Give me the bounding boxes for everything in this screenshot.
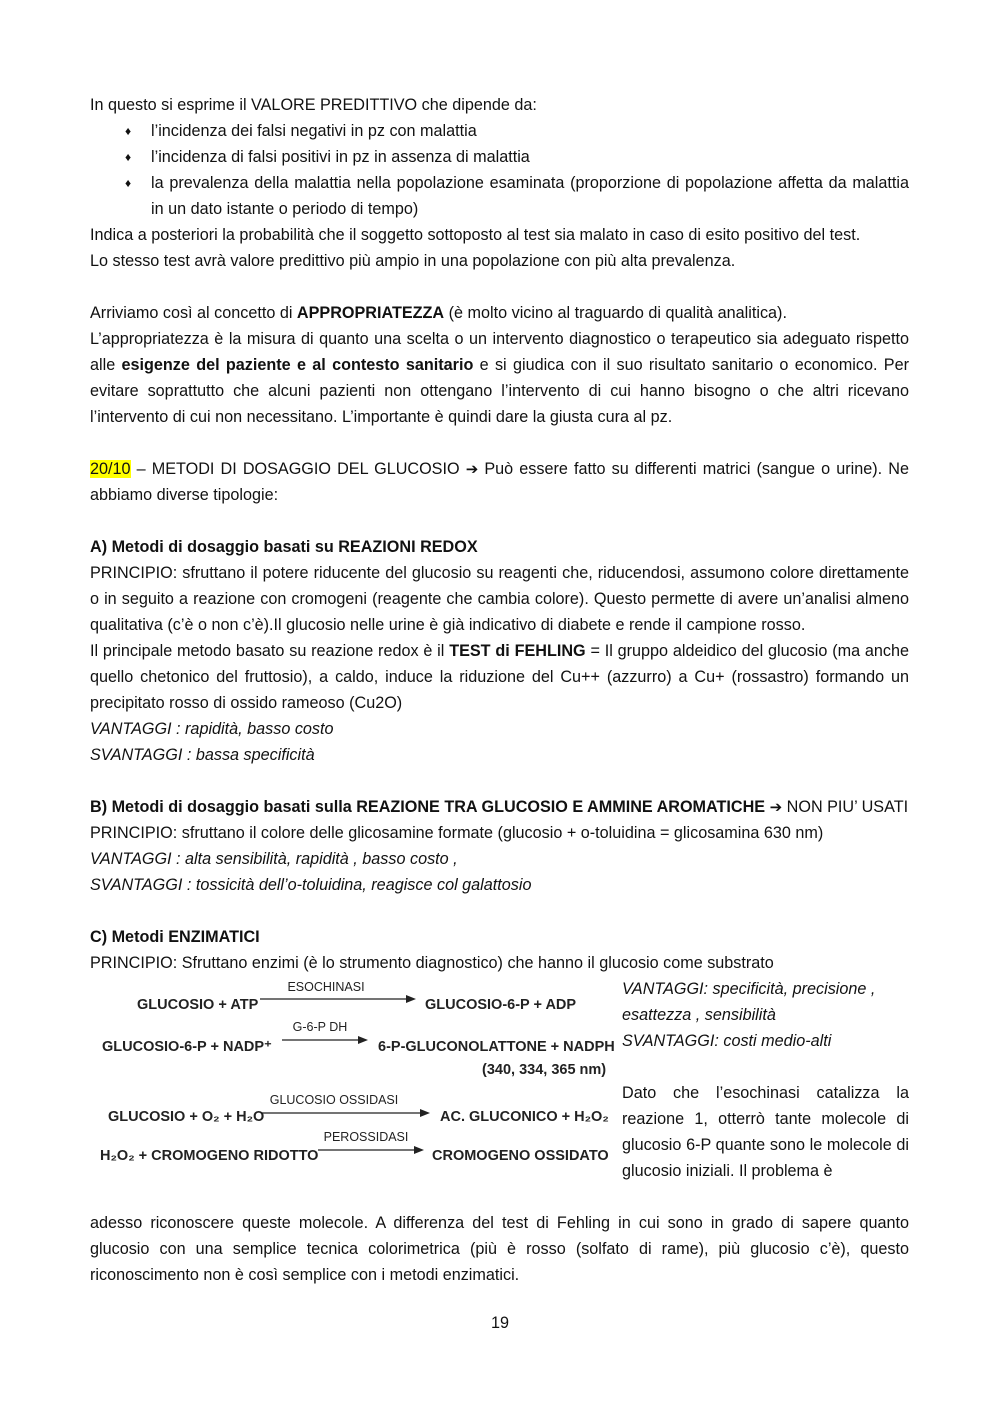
arrow-right-icon: ➔ [465,460,479,478]
reaction-arrowhead [358,1036,368,1044]
section-c-conclusion: adesso riconoscere queste molecole. A differenza del test di Fehling in cui sono in grado di sapere quanto glucosio con una semplice tecnica colorimetrica (più è rosso (solfato di rame), più glucosio c’è), questo riconoscimento non è così semplice con i metodi enzimatici. [90,1214,909,1284]
reaction-left: GLUCOSIO-6-P + NADP⁺ [102,1039,272,1055]
section-b-principio: PRINCIPIO: sfruttano il colore delle glicosamine formate (glucosio + o-toluidina = glicosamina 630 nm) [90,824,824,842]
wavelengths: (340, 334, 365 nm) [482,1062,607,1078]
section-a-principio: PRINCIPIO: sfruttano il potere riducente del glucosio su reagenti che, riducendosi, assumono colore direttamente o in seguito a reazione con cromogeni (reagente che cambia colore). Questo permette di avere un’analisi almeno qualitativa (c’è o non c’è).Il glucosio nelle urine è già indicativo di diabete e rende il campione rosso. [90,564,909,634]
list-item: ♦ la prevalenza della malattia nella popolazione esaminata (proporzione di popolazione affetta da malattia in un dato istante o periodo di tempo) [90,170,909,222]
section-c-side-paragraph: Dato che l’esochinasi catalizza la reazione 1, otterrò tante molecole di glucosio 6-P quante sono le molecole di glucosio iniziali. Il problema è [622,1084,909,1180]
enzyme-label: GLUCOSIO OSSIDASI [269,1093,399,1107]
bullet-diamond-icon: ♦ [125,176,132,190]
section-c-principio: PRINCIPIO: Sfruttano enzimi (è lo strumento diagnostico) che hanno il glucosio come substrato [90,954,774,972]
section-b-heading: B) Metodi di dosaggio basati sulla REAZIONE TRA GLUCOSIO E AMMINE AROMATICHE ➔ NON PIU’ USATI [90,798,909,816]
date-highlight: 20/10 [90,460,131,478]
glucose-section-title: 20/10 – METODI DI DOSAGGIO DEL GLUCOSIO ➔ Può essere fatto su differenti matrici (sangue o urine). Ne abbiamo diverse tipologie: [90,460,909,504]
page-number: 19 [490,1314,509,1332]
section-a-heading: A) Metodi di dosaggio basati su REAZIONI REDOX [90,538,478,556]
intro-after-2: Lo stesso test avrà valore predittivo più ampio in una popolazione con più alta prevalenza. [90,252,736,270]
list-item: ♦ l’incidenza dei falsi negativi in pz con malattia [90,118,909,144]
enzyme-label: PEROSSIDASI [323,1130,409,1144]
intro-lead: In questo si esprime il VALORE PREDITTIVO che dipende da: [90,96,537,114]
section-a-vantaggi: VANTAGGI : rapidità, basso costo [90,720,334,738]
reaction-right: GLUCOSIO-6-P + ADP [425,997,577,1013]
list-item: ♦ l’incidenza di falsi positivi in pz in assenza di malattia [90,144,909,170]
document-body [90,92,909,1288]
bullet-diamond-icon: ♦ [125,150,132,164]
enzymatic-side-text [622,976,909,1184]
reaction-right: AC. GLUCONICO + H₂O₂ [440,1109,609,1125]
appropriatezza-definition: L’appropriatezza è la misura di quanto una scelta o un intervento diagnostico o terapeutico sia adeguato rispetto alle esigenze del paziente e al contesto sanitario e si giudica con il suo risultato sanitario o economico. Per evitare soprattutto che alcuni pazienti non ottengano l’intervento di cui hanno bisogno o che altri ricevano l’intervento di cui non necessitano. L’importante è quindi dare la giusta cura al pz. [90,330,909,426]
reaction-arrowhead [420,1109,430,1117]
arrow-right-icon: ➔ [769,798,783,816]
reaction-arrowhead [414,1146,424,1154]
enzymatic-section [90,976,909,1210]
reaction-left: GLUCOSIO + ATP [137,997,259,1013]
section-b-svantaggi: SVANTAGGI : tossicità dell’o-toluidina, reagisce col galattosio [90,876,532,894]
reaction-left: H₂O₂ + CROMOGENO RIDOTTO [100,1148,319,1164]
enzyme-label: ESOCHINASI [287,980,365,994]
reaction-left: GLUCOSIO + O₂ + H₂O [108,1109,265,1125]
predictive-value-list [90,118,909,222]
appropriatezza-intro: Arriviamo così al concetto di APPROPRIATEZZA (è molto vicino al traguardo di qualità analitica). [90,304,787,322]
reaction-1 [137,980,576,1013]
section-c-heading: C) Metodi ENZIMATICI [90,928,260,946]
reaction-arrowhead [406,995,416,1003]
section-b-vantaggi: VANTAGGI : alta sensibilità, rapidità , basso costo , [90,850,458,868]
enzyme-label: G-6-P DH [292,1020,348,1034]
section-a-svantaggi: SVANTAGGI : bassa specificità [90,746,315,764]
reaction-right: CROMOGENO OSSIDATO [432,1148,609,1164]
reaction-2 [102,1020,615,1078]
reaction-right: 6-P-GLUCONOLATTONE + NADPH [378,1039,615,1055]
bullet-diamond-icon: ♦ [125,124,132,138]
enzymatic-reactions-diagram [90,976,620,1188]
section-a-fehling: Il principale metodo basato su reazione redox è il TEST di FEHLING = Il gruppo aldeidico del glucosio (ma anche quello chetonico del fruttosio), a caldo, induce la riduzione del Cu++ (azzurro) a Cu+ (rossastro) formando un precipitato rosso di ossido rameoso (Cu2O) [90,642,909,712]
reaction-4 [100,1130,609,1164]
intro-after-1: Indica a posteriori la probabilità che il soggetto sottoposto al test sia malato in caso di esito positivo del test. [90,226,861,244]
reaction-3 [108,1093,609,1125]
section-c-vantaggi: VANTAGGI: specificità, precisione , esattezza , sensibilità [622,980,876,1024]
section-c-svantaggi: SVANTAGGI: costi medio-alti [622,1032,832,1050]
